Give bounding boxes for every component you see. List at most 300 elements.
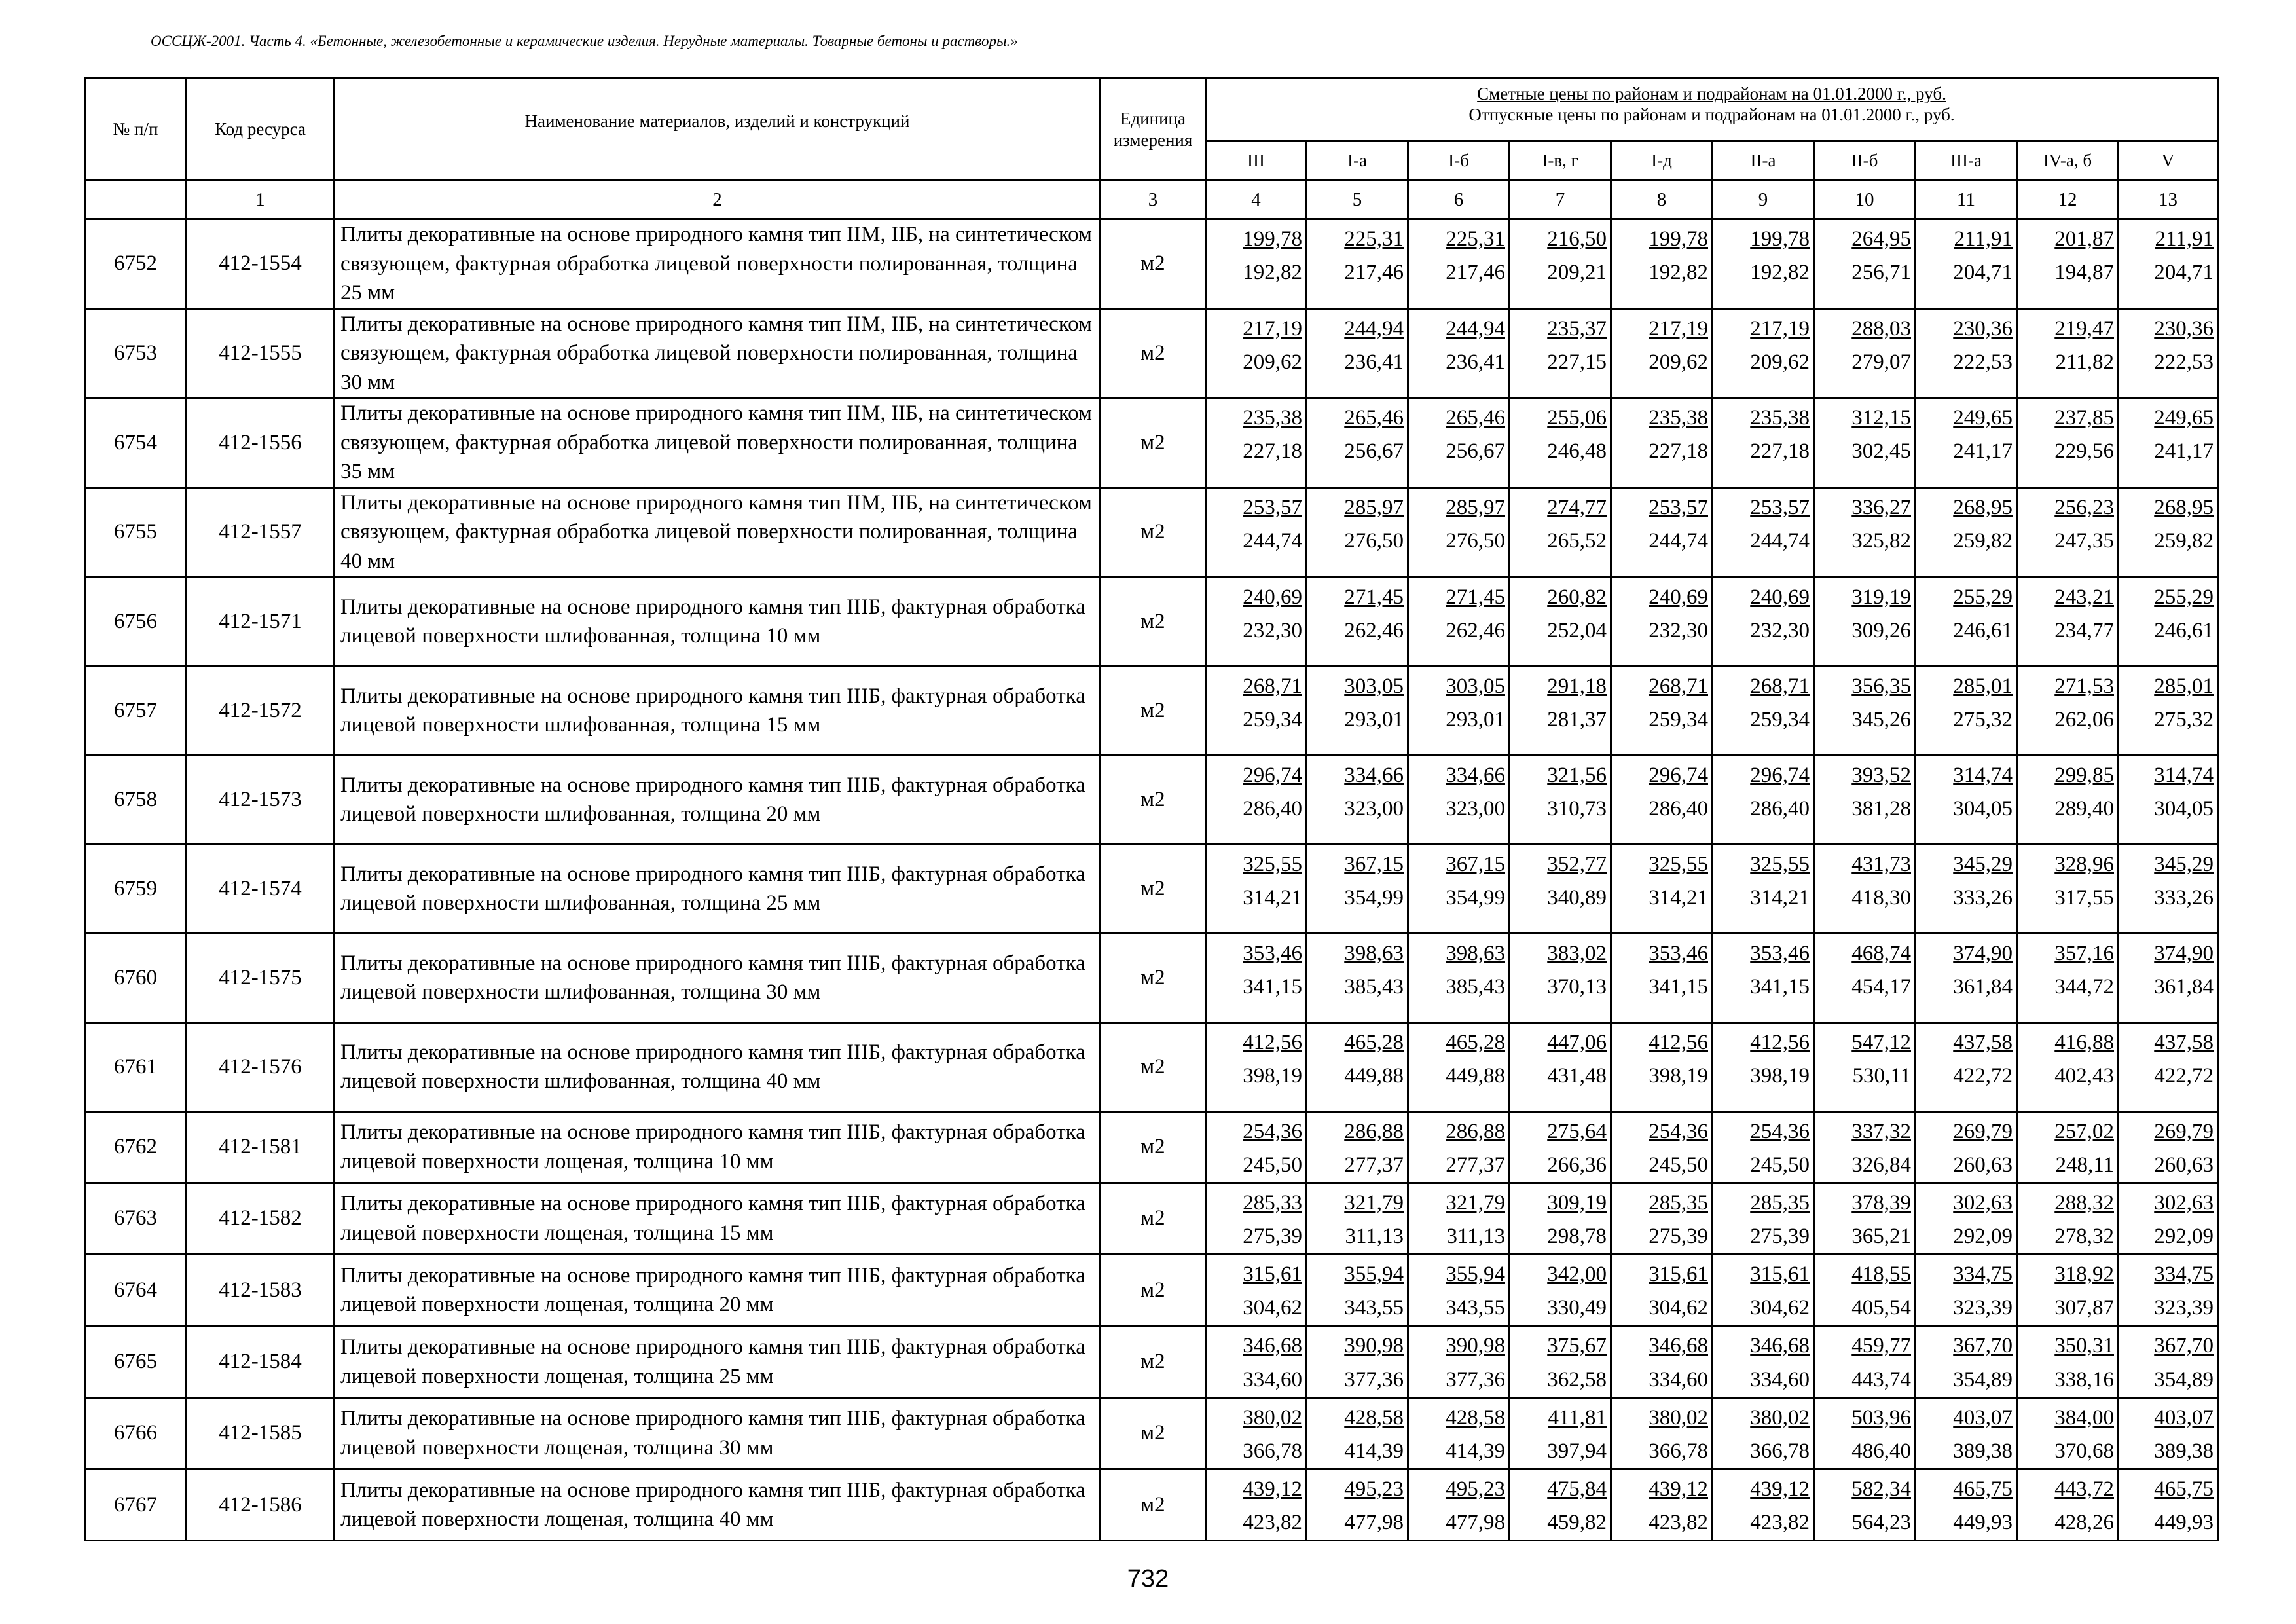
selling-price: 232,30 — [1243, 618, 1302, 642]
price-cell — [1713, 933, 1814, 1022]
estimate-price: 199,78 — [1243, 227, 1302, 251]
price-table — [84, 77, 2219, 1541]
selling-price: 330,49 — [1547, 1296, 1607, 1320]
price-cell — [2017, 666, 2119, 755]
price-cell — [2017, 398, 2119, 488]
header-region: I-в, г — [1510, 141, 1611, 181]
selling-price: 204,71 — [1953, 261, 2013, 285]
resource-code: 412-1581 — [187, 1111, 335, 1183]
selling-price: 361,84 — [2154, 974, 2214, 999]
estimate-price: 403,07 — [2154, 1405, 2214, 1430]
page-number: 732 — [1127, 1565, 1169, 1593]
price-cell — [1206, 1111, 1307, 1183]
selling-price: 333,26 — [1953, 885, 2013, 910]
price-cell — [1307, 755, 1408, 844]
estimate-price: 225,31 — [1344, 227, 1404, 251]
price-cell — [1713, 487, 1814, 577]
selling-price: 459,82 — [1547, 1511, 1607, 1535]
selling-price: 340,89 — [1547, 885, 1607, 910]
price-cell — [1206, 308, 1307, 398]
price-cell — [1713, 1183, 1814, 1254]
selling-price: 298,78 — [1547, 1224, 1607, 1248]
selling-price: 293,01 — [1344, 707, 1404, 731]
selling-price: 281,37 — [1547, 707, 1607, 731]
resource-code: 412-1583 — [187, 1255, 335, 1326]
estimate-price: 475,84 — [1547, 1477, 1607, 1501]
price-cell — [1814, 1022, 1916, 1111]
price-cell — [1510, 933, 1611, 1022]
price-cell — [1206, 398, 1307, 488]
price-cell — [2119, 1183, 2218, 1254]
price-cell — [1307, 666, 1408, 755]
selling-price: 398,19 — [1750, 1063, 1810, 1088]
column-number: 4 — [1206, 181, 1307, 219]
selling-price: 309,26 — [1851, 618, 1911, 642]
estimate-price: 299,85 — [2054, 763, 2114, 787]
row-number: 6755 — [85, 487, 187, 577]
resource-code: 412-1585 — [187, 1397, 335, 1469]
selling-price: 192,82 — [1649, 261, 1708, 285]
price-cell — [2017, 1022, 2119, 1111]
selling-price: 477,98 — [1344, 1511, 1404, 1535]
price-cell — [1814, 487, 1916, 577]
row-number: 6752 — [85, 219, 187, 309]
selling-price: 245,50 — [1750, 1153, 1810, 1177]
selling-price: 244,74 — [1649, 529, 1708, 553]
estimate-price: 199,78 — [1649, 227, 1708, 251]
estimate-price: 345,29 — [2154, 852, 2214, 876]
price-cell — [1611, 1183, 1713, 1254]
material-name: Плиты декоративные на основе природного камня тип IIIБ, фактурная обработка лицевой поверхности лощеная, толщина 10 мм — [335, 1111, 1101, 1183]
column-number: 3 — [1101, 181, 1206, 219]
price-cell — [1307, 308, 1408, 398]
price-cell — [1408, 1397, 1510, 1469]
selling-price: 385,43 — [1446, 974, 1505, 999]
price-cell — [1916, 933, 2017, 1022]
price-cell — [1408, 1255, 1510, 1326]
selling-price: 275,39 — [1750, 1224, 1810, 1248]
selling-price: 259,34 — [1750, 707, 1810, 731]
selling-price: 265,52 — [1547, 529, 1607, 553]
price-cell — [1408, 487, 1510, 577]
selling-price: 345,26 — [1851, 707, 1911, 731]
price-cell — [1611, 1111, 1713, 1183]
price-cell — [2119, 1397, 2218, 1469]
table-row — [85, 219, 2218, 309]
selling-price: 422,72 — [2154, 1063, 2214, 1088]
estimate-price: 398,63 — [1446, 941, 1505, 965]
estimate-price: 268,95 — [2154, 495, 2214, 519]
price-cell — [2119, 1022, 2218, 1111]
row-number: 6757 — [85, 666, 187, 755]
price-cell — [2119, 308, 2218, 398]
estimate-price: 253,57 — [1243, 495, 1302, 519]
selling-price: 449,88 — [1446, 1063, 1505, 1088]
selling-price: 370,13 — [1547, 974, 1607, 999]
estimate-price: 296,74 — [1649, 763, 1708, 787]
material-name: Плиты декоративные на основе природного камня тип IIIБ, фактурная обработка лицевой поверхности лощеная, толщина 25 мм — [335, 1326, 1101, 1397]
price-cell — [2119, 219, 2218, 309]
estimate-price: 285,97 — [1446, 495, 1505, 519]
row-number: 6761 — [85, 1022, 187, 1111]
price-cell — [1408, 1326, 1510, 1397]
estimate-price: 217,19 — [1649, 316, 1708, 341]
selling-price: 314,21 — [1649, 885, 1708, 910]
unit: м2 — [1101, 1255, 1206, 1326]
unit: м2 — [1101, 933, 1206, 1022]
price-cell — [1611, 1469, 1713, 1540]
table-row — [85, 933, 2218, 1022]
price-cell — [1206, 1022, 1307, 1111]
price-cell — [1611, 577, 1713, 666]
selling-price: 361,84 — [1953, 974, 2013, 999]
price-cell — [1814, 1469, 1916, 1540]
selling-price: 530,11 — [1852, 1063, 1911, 1088]
row-number: 6754 — [85, 398, 187, 488]
header-region: I-б — [1408, 141, 1510, 181]
price-cell — [2119, 1469, 2218, 1540]
price-cell — [1611, 1255, 1713, 1326]
material-name: Плиты декоративные на основе природного камня тип IIIБ, фактурная обработка лицевой поверхности лощеная, толщина 15 мм — [335, 1183, 1101, 1254]
selling-price: 222,53 — [1953, 350, 2013, 374]
estimate-price: 403,07 — [1953, 1405, 2013, 1430]
selling-price: 259,82 — [1953, 529, 2013, 553]
selling-price: 275,39 — [1243, 1224, 1302, 1248]
price-cell — [1713, 844, 1814, 933]
selling-price: 334,60 — [1750, 1367, 1810, 1392]
estimate-price: 275,64 — [1547, 1119, 1607, 1143]
estimate-price: 253,57 — [1649, 495, 1708, 519]
selling-price: 323,00 — [1446, 796, 1505, 821]
estimate-price: 235,38 — [1649, 406, 1708, 430]
selling-price: 286,40 — [1243, 796, 1302, 821]
selling-price: 333,26 — [2154, 885, 2214, 910]
estimate-price: 355,94 — [1344, 1263, 1404, 1287]
unit: м2 — [1101, 844, 1206, 933]
selling-price: 194,87 — [2054, 261, 2114, 285]
estimate-price: 268,95 — [1953, 495, 2013, 519]
selling-price: 241,17 — [1953, 439, 2013, 464]
selling-price: 246,48 — [1547, 439, 1607, 464]
estimate-price: 274,77 — [1547, 495, 1607, 519]
price-cell — [1206, 666, 1307, 755]
row-number: 6759 — [85, 844, 187, 933]
selling-price: 279,07 — [1851, 350, 1911, 374]
price-cell — [1916, 1469, 2017, 1540]
price-cell — [1408, 933, 1510, 1022]
price-cell — [1510, 577, 1611, 666]
selling-price: 341,15 — [1243, 974, 1302, 999]
estimate-price: 249,65 — [1953, 406, 2013, 430]
price-cell — [1713, 1469, 1814, 1540]
price-cell — [1206, 577, 1307, 666]
price-cell — [2119, 398, 2218, 488]
row-number: 6765 — [85, 1326, 187, 1397]
price-cell — [1510, 1469, 1611, 1540]
column-number: 13 — [2119, 181, 2218, 219]
material-name: Плиты декоративные на основе природного камня тип IIIБ, фактурная обработка лицевой поверхности лощеная, толщина 30 мм — [335, 1397, 1101, 1469]
estimate-price: 265,46 — [1446, 406, 1505, 430]
selling-price: 354,89 — [1953, 1367, 2013, 1392]
estimate-price: 465,28 — [1446, 1030, 1505, 1054]
estimate-price: 468,74 — [1851, 941, 1911, 965]
unit: м2 — [1101, 398, 1206, 488]
price-cell — [1206, 1326, 1307, 1397]
selling-price: 366,78 — [1243, 1439, 1302, 1463]
material-name: Плиты декоративные на основе природного камня тип IIM, IIБ, на синтетическом связующем, фактурная обработка лицевой поверхности полированная, толщина 30 мм — [335, 308, 1101, 398]
selling-price: 402,43 — [2054, 1063, 2114, 1088]
selling-price: 275,39 — [1649, 1224, 1708, 1248]
price-cell — [2119, 1111, 2218, 1183]
estimate-price: 256,23 — [2054, 495, 2114, 519]
selling-price: 236,41 — [1446, 350, 1505, 374]
resource-code: 412-1554 — [187, 219, 335, 309]
estimate-price: 495,23 — [1446, 1477, 1505, 1501]
selling-price: 262,46 — [1344, 618, 1404, 642]
selling-price: 292,09 — [1953, 1224, 2013, 1248]
table-row — [85, 755, 2218, 844]
price-cell — [1307, 398, 1408, 488]
estimate-price: 321,56 — [1547, 763, 1607, 787]
estimate-price: 398,63 — [1344, 941, 1404, 965]
resource-code: 412-1572 — [187, 666, 335, 755]
estimate-price: 303,05 — [1344, 674, 1404, 698]
header-region: IV-а, б — [2017, 141, 2119, 181]
estimate-price: 380,02 — [1649, 1405, 1708, 1430]
selling-price: 209,62 — [1649, 350, 1708, 374]
estimate-price: 367,15 — [1344, 852, 1404, 876]
estimate-price: 428,58 — [1446, 1405, 1505, 1430]
table-row — [85, 1469, 2218, 1540]
selling-price: 323,00 — [1344, 796, 1404, 821]
selling-price: 341,15 — [1649, 974, 1708, 999]
selling-price: 398,19 — [1243, 1063, 1302, 1088]
estimate-price: 443,72 — [2054, 1477, 2114, 1501]
price-cell — [1307, 487, 1408, 577]
estimate-price: 439,12 — [1649, 1477, 1708, 1501]
estimate-price: 269,79 — [1953, 1119, 2013, 1143]
estimate-price: 253,57 — [1750, 495, 1810, 519]
resource-code: 412-1584 — [187, 1326, 335, 1397]
estimate-price: 271,45 — [1446, 585, 1505, 609]
estimate-price: 285,01 — [2154, 674, 2214, 698]
selling-price: 564,23 — [1851, 1511, 1911, 1535]
price-cell — [1713, 1255, 1814, 1326]
price-cell — [1916, 1326, 2017, 1397]
row-number: 6764 — [85, 1255, 187, 1326]
price-cell — [2119, 933, 2218, 1022]
selling-price: 418,30 — [1851, 885, 1911, 910]
estimate-price: 255,29 — [1953, 585, 2013, 609]
estimate-price: 309,19 — [1547, 1190, 1607, 1215]
price-cell — [1814, 1397, 1916, 1469]
price-cell — [1206, 1397, 1307, 1469]
selling-price: 385,43 — [1344, 974, 1404, 999]
price-cell — [1510, 1183, 1611, 1254]
resource-code: 412-1575 — [187, 933, 335, 1022]
price-cell — [1408, 755, 1510, 844]
price-cell — [1814, 755, 1916, 844]
estimate-price: 547,12 — [1851, 1030, 1911, 1054]
price-cell — [1408, 1111, 1510, 1183]
resource-code: 412-1586 — [187, 1469, 335, 1540]
estimate-price: 265,46 — [1344, 406, 1404, 430]
estimate-price: 325,55 — [1750, 852, 1810, 876]
price-cell — [1510, 487, 1611, 577]
price-cell — [1611, 755, 1713, 844]
selling-price: 276,50 — [1446, 529, 1505, 553]
price-cell — [1307, 1397, 1408, 1469]
price-cell — [1510, 1397, 1611, 1469]
estimate-price: 211,91 — [1954, 227, 2013, 251]
estimate-price: 367,70 — [2154, 1334, 2214, 1358]
selling-price: 276,50 — [1344, 529, 1404, 553]
selling-price: 304,05 — [1953, 796, 2013, 821]
header-region: III-а — [1916, 141, 2017, 181]
price-cell — [1814, 1326, 1916, 1397]
estimate-price: 437,58 — [1953, 1030, 2013, 1054]
selling-price: 246,61 — [2154, 618, 2214, 642]
selling-price: 232,30 — [1649, 618, 1708, 642]
selling-price: 259,34 — [1649, 707, 1708, 731]
column-number: 9 — [1713, 181, 1814, 219]
selling-price: 275,32 — [1953, 707, 2013, 731]
price-cell — [1307, 219, 1408, 309]
selling-price: 486,40 — [1851, 1439, 1911, 1463]
unit: м2 — [1101, 1469, 1206, 1540]
row-number: 6758 — [85, 755, 187, 844]
estimate-price: 393,52 — [1851, 763, 1911, 787]
estimate-price: 325,55 — [1243, 852, 1302, 876]
selling-price: 314,21 — [1243, 885, 1302, 910]
selling-price: 366,78 — [1649, 1439, 1708, 1463]
estimate-price: 390,98 — [1344, 1334, 1404, 1358]
column-number: 2 — [335, 181, 1101, 219]
estimate-price: 390,98 — [1446, 1334, 1505, 1358]
estimate-price: 352,77 — [1547, 852, 1607, 876]
estimate-price: 465,75 — [2154, 1477, 2214, 1501]
estimate-price: 255,29 — [2154, 585, 2214, 609]
selling-price: 423,82 — [1750, 1511, 1810, 1535]
estimate-price: 334,75 — [1953, 1263, 2013, 1287]
row-number: 6760 — [85, 933, 187, 1022]
estimate-price: 296,74 — [1243, 763, 1302, 787]
selling-price: 422,72 — [1953, 1063, 2013, 1088]
selling-price: 227,15 — [1547, 350, 1607, 374]
estimate-price: 288,03 — [1851, 316, 1911, 341]
selling-price: 211,82 — [2055, 350, 2114, 374]
price-cell — [1206, 487, 1307, 577]
price-cell — [2119, 577, 2218, 666]
estimate-price: 314,74 — [2154, 763, 2214, 787]
estimate-price: 356,35 — [1851, 674, 1911, 698]
estimate-price: 346,68 — [1243, 1334, 1302, 1358]
estimate-price: 302,63 — [2154, 1190, 2214, 1215]
table-row — [85, 308, 2218, 398]
estimate-price: 244,94 — [1446, 316, 1505, 341]
selling-price: 209,21 — [1547, 261, 1607, 285]
selling-price: 354,89 — [2154, 1367, 2214, 1392]
estimate-price: 447,06 — [1547, 1030, 1607, 1054]
selling-price: 397,94 — [1547, 1439, 1607, 1463]
column-number-empty — [85, 181, 187, 219]
estimate-price: 342,00 — [1547, 1263, 1607, 1287]
price-cell — [1408, 666, 1510, 755]
column-number: 6 — [1408, 181, 1510, 219]
selling-price: 366,78 — [1750, 1439, 1810, 1463]
price-cell — [1408, 577, 1510, 666]
estimate-price: 459,77 — [1851, 1334, 1911, 1358]
price-cell — [1611, 933, 1713, 1022]
price-cell — [1510, 666, 1611, 755]
price-cell — [1206, 755, 1307, 844]
column-number: 11 — [1916, 181, 2017, 219]
table-row — [85, 1183, 2218, 1254]
unit: м2 — [1101, 1397, 1206, 1469]
selling-price: 414,39 — [1344, 1439, 1404, 1463]
estimate-price: 285,33 — [1243, 1190, 1302, 1215]
price-cell — [1206, 1469, 1307, 1540]
price-cell — [1206, 933, 1307, 1022]
estimate-price: 235,38 — [1243, 406, 1302, 430]
price-cell — [2017, 933, 2119, 1022]
selling-price: 260,63 — [2154, 1153, 2214, 1177]
estimate-price: 285,35 — [1649, 1190, 1708, 1215]
price-cell — [1510, 398, 1611, 488]
selling-price: 246,61 — [1953, 618, 2013, 642]
column-number: 8 — [1611, 181, 1713, 219]
estimate-price: 321,79 — [1344, 1190, 1404, 1215]
selling-price: 293,01 — [1446, 707, 1505, 731]
estimate-price: 257,02 — [2054, 1119, 2114, 1143]
selling-price: 323,39 — [1953, 1296, 2013, 1320]
selling-price: 256,67 — [1344, 439, 1404, 464]
estimate-price: 271,53 — [2054, 674, 2114, 698]
row-number: 6763 — [85, 1183, 187, 1254]
price-cell — [1916, 219, 2017, 309]
selling-price: 244,74 — [1243, 529, 1302, 553]
header-unit: Единица измерения — [1101, 79, 1206, 181]
estimate-price: 235,38 — [1750, 406, 1810, 430]
price-cell — [1206, 219, 1307, 309]
table-row — [85, 844, 2218, 933]
table-row — [85, 1022, 2218, 1111]
resource-code: 412-1571 — [187, 577, 335, 666]
price-cell — [2017, 219, 2119, 309]
price-cell — [2017, 577, 2119, 666]
estimate-price: 285,01 — [1953, 674, 2013, 698]
price-cell — [2119, 844, 2218, 933]
material-name: Плиты декоративные на основе природного камня тип IIIБ, фактурная обработка лицевой поверхности шлифованная, толщина 25 мм — [335, 844, 1101, 933]
estimate-price: 303,05 — [1446, 674, 1505, 698]
estimate-price: 264,95 — [1851, 227, 1911, 251]
estimate-price: 367,15 — [1446, 852, 1505, 876]
estimate-price: 315,61 — [1649, 1263, 1708, 1287]
price-cell — [2119, 666, 2218, 755]
price-cell — [1713, 219, 1814, 309]
price-cell — [1307, 577, 1408, 666]
estimate-price: 240,69 — [1649, 585, 1708, 609]
selling-price: 256,67 — [1446, 439, 1505, 464]
selling-price: 286,40 — [1649, 796, 1708, 821]
resource-code: 412-1555 — [187, 308, 335, 398]
estimate-price: 285,97 — [1344, 495, 1404, 519]
estimate-price: 374,90 — [1953, 941, 2013, 965]
price-cell — [1408, 219, 1510, 309]
selling-price: 307,87 — [2054, 1296, 2114, 1320]
estimate-price: 319,19 — [1851, 585, 1911, 609]
header-name: Наименование материалов, изделий и конструкций — [335, 79, 1101, 181]
